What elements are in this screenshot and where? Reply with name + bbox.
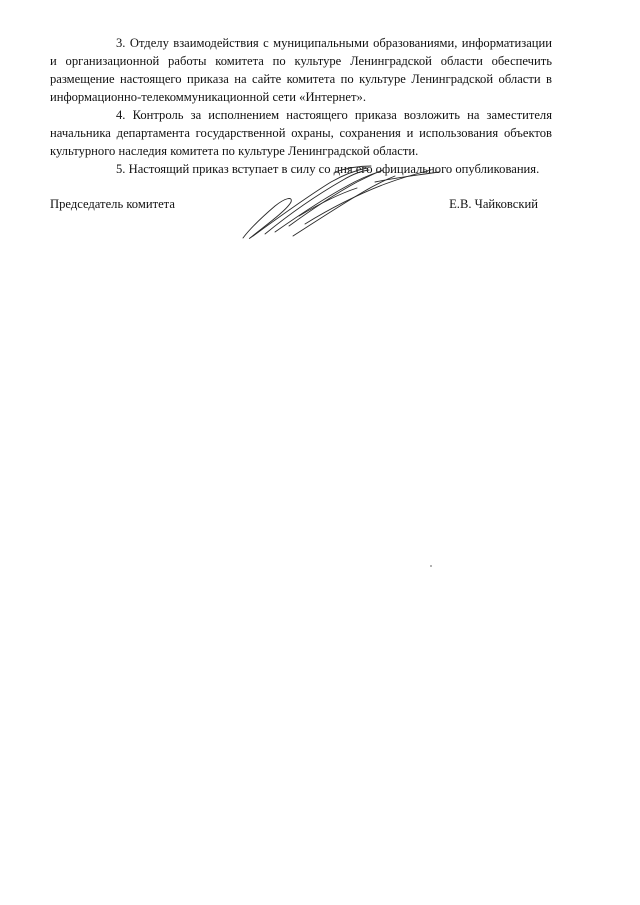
paragraph-text: Отделу взаимодействия с муниципальными образованиями, информатизации и организационной работы комитета по культуре Ленинградской области обеспечить размещение настоящего приказа на сайте комитета по культуре Ленинградской области в информационно-телекоммуникационной сети «Интернет». <box>50 36 552 104</box>
paragraph-text: Контроль за исполнением настоящего приказа возложить на заместителя начальника департамента государственной охраны, сохранения и использования объектов культурного наследия комитета по культуре Ленинградской области. <box>50 108 552 158</box>
signatory-title: Председатель комитета <box>50 197 175 211</box>
handwritten-signature <box>235 160 445 245</box>
signatory-name: Е.В. Чайковский <box>449 197 538 211</box>
paragraph-text: Настоящий приказ вступает в силу со дня его официального опубликования. <box>128 162 540 176</box>
paragraph-3 <box>50 34 552 106</box>
paragraph-number: 5. <box>116 162 126 176</box>
paragraph-number: 4. <box>116 108 126 122</box>
document-body <box>50 34 552 178</box>
paragraph-4 <box>50 106 552 160</box>
scan-speck <box>430 565 432 567</box>
paragraph-number: 3. <box>116 36 126 50</box>
